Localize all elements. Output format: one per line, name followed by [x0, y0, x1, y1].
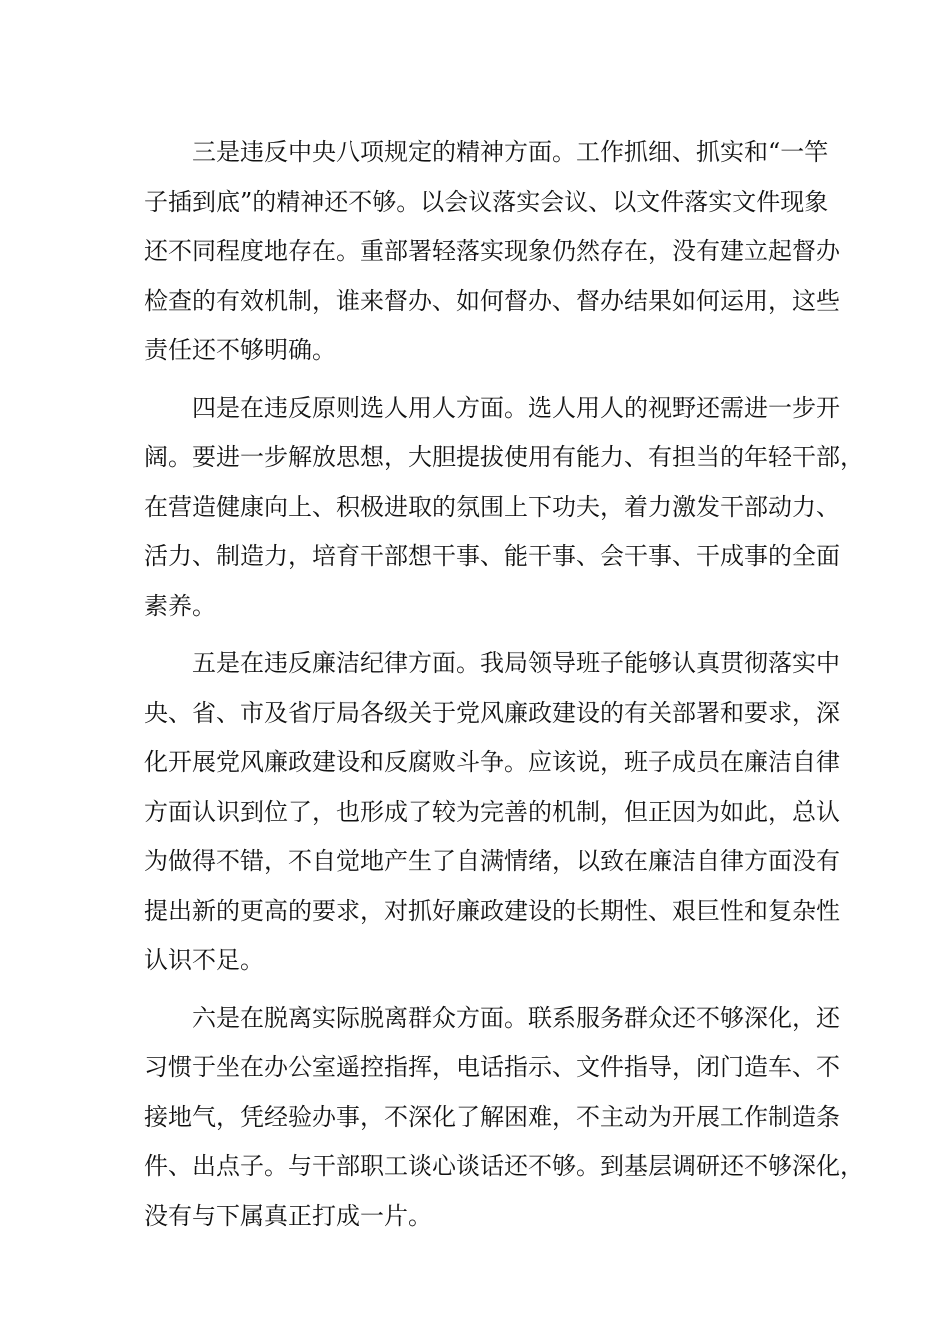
paragraph-integrity-discipline	[144, 639, 840, 986]
paragraph-detachment-from-masses	[144, 994, 864, 1242]
paragraph-line: 为做得不错，不自觉地产生了自满情绪，以致在廉洁自律方面没有	[144, 847, 840, 875]
paragraph-line: 阔。要进一步解放思想，大胆提拔使用有能力、有担当的年轻干部，	[144, 443, 864, 471]
paragraph-personnel-selection	[144, 384, 864, 632]
paragraph-line: 五是在违反廉洁纪律方面。我局领导班子能够认真贯彻落实中	[192, 649, 840, 677]
paragraph-line: 认识不足。	[144, 946, 264, 974]
paragraph-line: 化开展党风廉政建设和反腐败斗争。应该说，班子成员在廉洁自律	[144, 748, 840, 776]
paragraph-line: 没有与下属真正打成一片。	[144, 1201, 432, 1230]
paragraph-line: 活力、制造力，培育干部想干事、能干事、会干事、干成事的全面	[144, 542, 840, 570]
paragraph-line: 六是在脱离实际脱离群众方面。联系服务群众还不够深化，还	[192, 1003, 840, 1032]
paragraph-spacer	[144, 986, 820, 994]
paragraph-central-eight-rules	[144, 128, 840, 376]
paragraph-line: 子插到底”的精神还不够。以会议落实会议、以文件落实文件现象	[144, 187, 829, 216]
paragraph-spacer	[144, 376, 820, 384]
paragraph-line: 责任还不够明确。	[144, 336, 336, 364]
document-body	[144, 128, 864, 1241]
paragraph-line: 在营造健康向上、积极进取的氛围上下功夫，着力激发干部动力、	[144, 492, 840, 521]
paragraph-line: 方面认识到位了，也形成了较为完善的机制，但正因为如此，总认	[144, 797, 840, 826]
paragraph-line: 习惯于坐在办公室遥控指挥，电话指示、文件指导，闭门造车、不	[144, 1053, 840, 1081]
paragraph-line: 素养。	[144, 591, 216, 620]
paragraph-line: 件、出点子。与干部职工谈心谈话还不够。到基层调研还不够深化，	[144, 1152, 864, 1180]
paragraph-line: 央、省、市及省厅局各级关于党风廉政建设的有关部署和要求，深	[144, 698, 840, 727]
paragraph-line: 接地气，凭经验办事，不深化了解困难，不主动为开展工作制造条	[144, 1102, 840, 1131]
paragraph-line: 检查的有效机制，谁来督办、如何督办、督办结果如何运用，这些	[144, 286, 840, 315]
paragraph-line: 三是违反中央八项规定的精神方面。工作抓细、抓实和“一竿	[192, 138, 829, 166]
paragraph-spacer	[144, 631, 820, 639]
paragraph-line: 还不同程度地存在。重部署轻落实现象仍然存在，没有建立起督办	[144, 237, 840, 265]
paragraph-line: 四是在违反原则选人用人方面。选人用人的视野还需进一步开	[192, 393, 840, 422]
paragraph-line: 提出新的更高的要求，对抓好廉政建设的长期性、艰巨性和复杂性	[144, 896, 840, 925]
